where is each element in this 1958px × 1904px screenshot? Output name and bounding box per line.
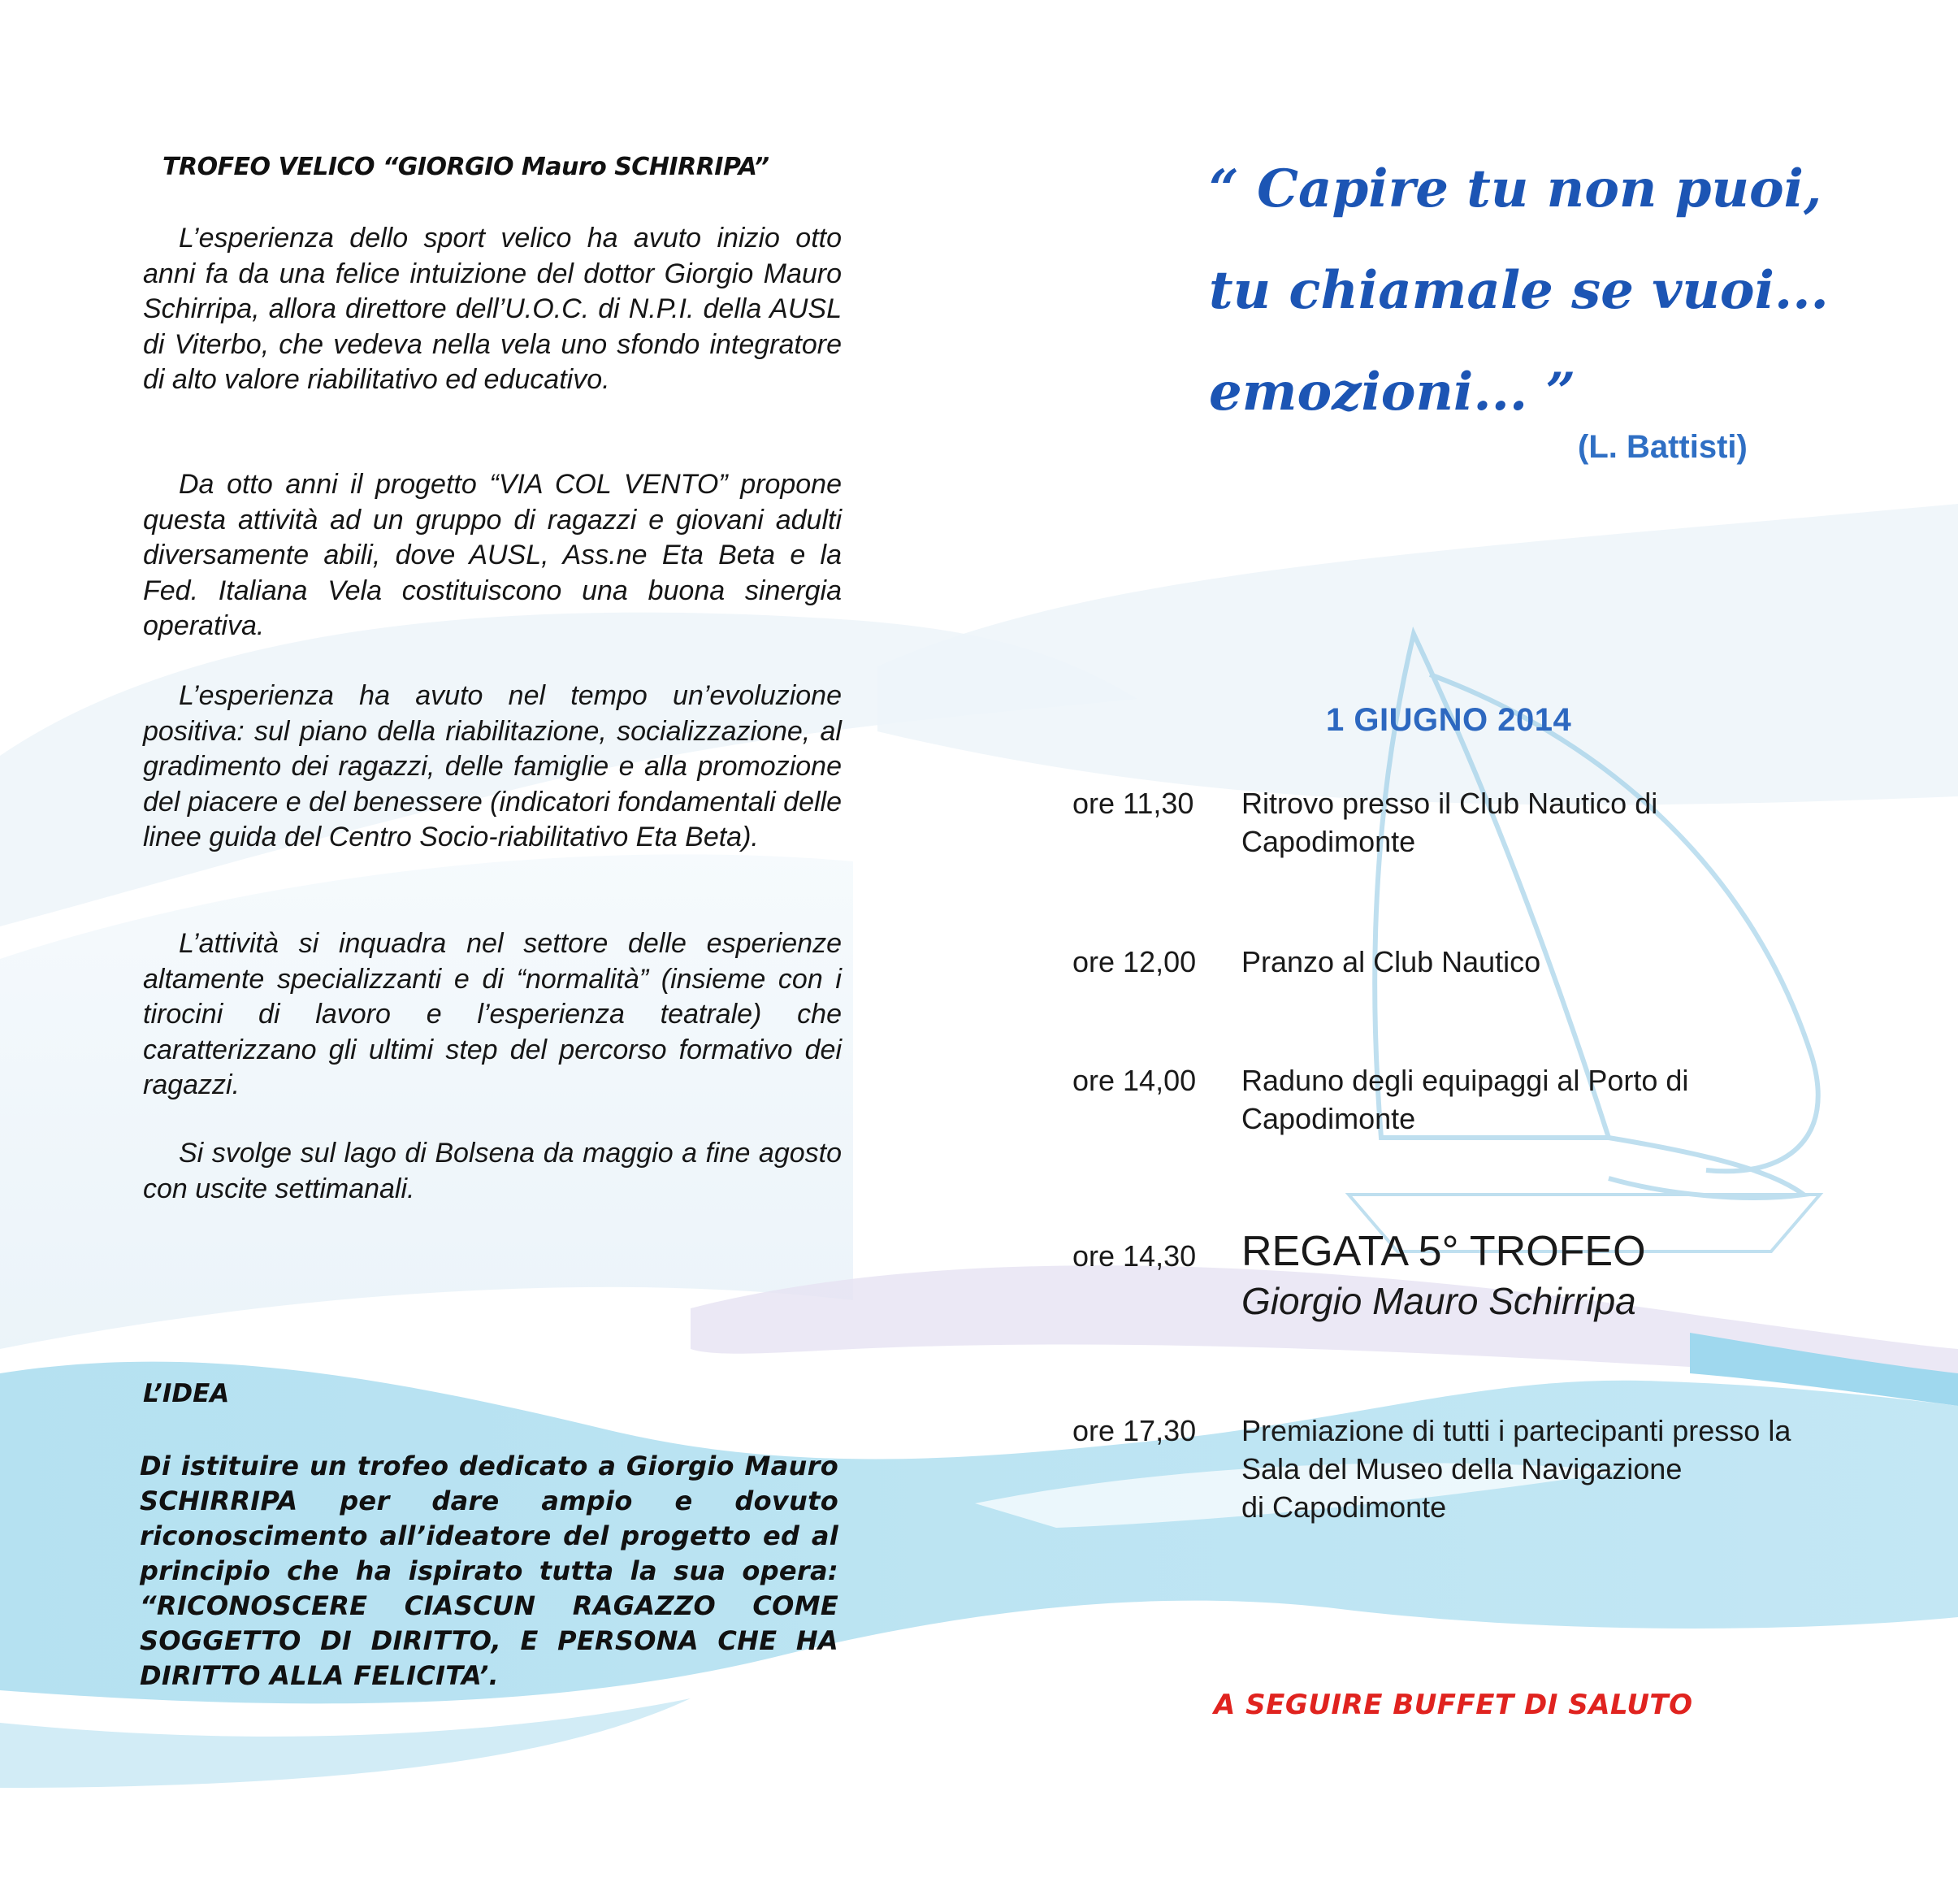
schedule-description bbox=[1241, 1227, 1924, 1325]
schedule-line: Ritrovo presso il Club Nautico di bbox=[1241, 787, 1658, 820]
schedule-description bbox=[1241, 784, 1924, 861]
schedule-line: Capodimonte bbox=[1241, 825, 1416, 858]
schedule-line: Premiazione di tutti i partecipanti presso la bbox=[1241, 1414, 1791, 1447]
quote-author: (L. Battisti) bbox=[1578, 429, 1748, 465]
paragraph-evolution: L’esperienza ha avuto nel tempo un’evoluzione positiva: sul piano della riabilitazione, socializzazione, al gradimento dei ragazzi, delle famiglie e alla promozione del piacere e del benessere (indicatori fondamentali delle linee guida del Centro Socio-riabilitativo Eta Beta). bbox=[143, 680, 842, 852]
quote-line: “ Capire tu non puoi, bbox=[1209, 158, 1822, 219]
paragraph-origin: L’esperienza dello sport velico ha avuto inizio otto anni fa da una felice intuizione del dottor Giorgio Mauro Schirripa, allora direttore dell’U.O.C. di N.P.I. della AUSL di Viterbo, che vedeva nella vela uno sfondo integratore di alto valore riabilitativo ed educativo. bbox=[143, 223, 842, 395]
paragraph-activity: L’attività si inquadra nel settore delle esperienze altamente specializzanti e di “normalità” (insieme con i tirocini di lavoro e l’esperienza teatrale) che caratterizzano gli ultimi step del percorso formativo dei ragazzi. bbox=[143, 928, 842, 1100]
quote-line: emozioni... ” bbox=[1209, 362, 1576, 423]
paragraph-location: Si svolge sul lago di Bolsena da maggio a fine agosto con uscite settimanali. bbox=[143, 1138, 842, 1204]
schedule-description bbox=[1241, 1412, 1924, 1526]
paragraph-project: Da otto anni il progetto “VIA COL VENTO” propone questa attività ad un gruppo di ragazzi e giovani adulti diversamente abili, dove AUSL, Ass.ne Eta Beta e la Fed. Italiana Vela costituiscono una buona sinergia operativa. bbox=[143, 469, 842, 641]
schedule-line: Raduno degli equipaggi al Porto di bbox=[1241, 1064, 1689, 1097]
schedule-time: ore 14,30 bbox=[1072, 1239, 1197, 1273]
schedule-time: ore 14,00 bbox=[1072, 1064, 1197, 1097]
schedule-time: ore 17,30 bbox=[1072, 1414, 1197, 1447]
trophy-title: TROFEO VELICO “GIORGIO Mauro SCHIRRIPA” bbox=[162, 153, 769, 181]
schedule-line: Capodimonte bbox=[1241, 1102, 1416, 1135]
regata-subtitle: Giorgio Mauro Schirripa bbox=[1241, 1280, 1636, 1322]
schedule-line: Sala del Museo della Navigazione bbox=[1241, 1452, 1683, 1485]
schedule-time: ore 11,30 bbox=[1072, 787, 1194, 820]
schedule-time: ore 12,00 bbox=[1072, 945, 1197, 978]
event-date: 1 GIUGNO 2014 bbox=[1326, 702, 1572, 738]
schedule-line: Pranzo al Club Nautico bbox=[1241, 945, 1541, 978]
schedule-line: di Capodimonte bbox=[1241, 1490, 1447, 1524]
quote-line: tu chiamale se vuoi... bbox=[1209, 260, 1829, 321]
battisti-quote bbox=[1209, 138, 1875, 443]
schedule-description bbox=[1241, 943, 1924, 981]
buffet-notice: A SEGUIRE BUFFET DI SALUTO bbox=[1214, 1689, 1693, 1721]
idea-text: Di istituire un trofeo dedicato a Giorgio Mauro SCHIRRIPA per dare ampio e dovuto riconoscimento all’ideatore del progetto ed al principio che ha ispirato tutta la sua opera: “RICONOSCERE CIASCUN RAGAZZO COME SOGGETTO DI DIRITTO, E PERSONA CHE HA DIRITTO ALLA FELICITA’. bbox=[140, 1451, 838, 1691]
idea-heading: L’IDEA bbox=[143, 1379, 230, 1408]
schedule-description bbox=[1241, 1061, 1924, 1138]
regata-title: REGATA 5° TROFEO bbox=[1241, 1228, 1646, 1275]
wave-lower-cyan bbox=[0, 1698, 691, 1788]
